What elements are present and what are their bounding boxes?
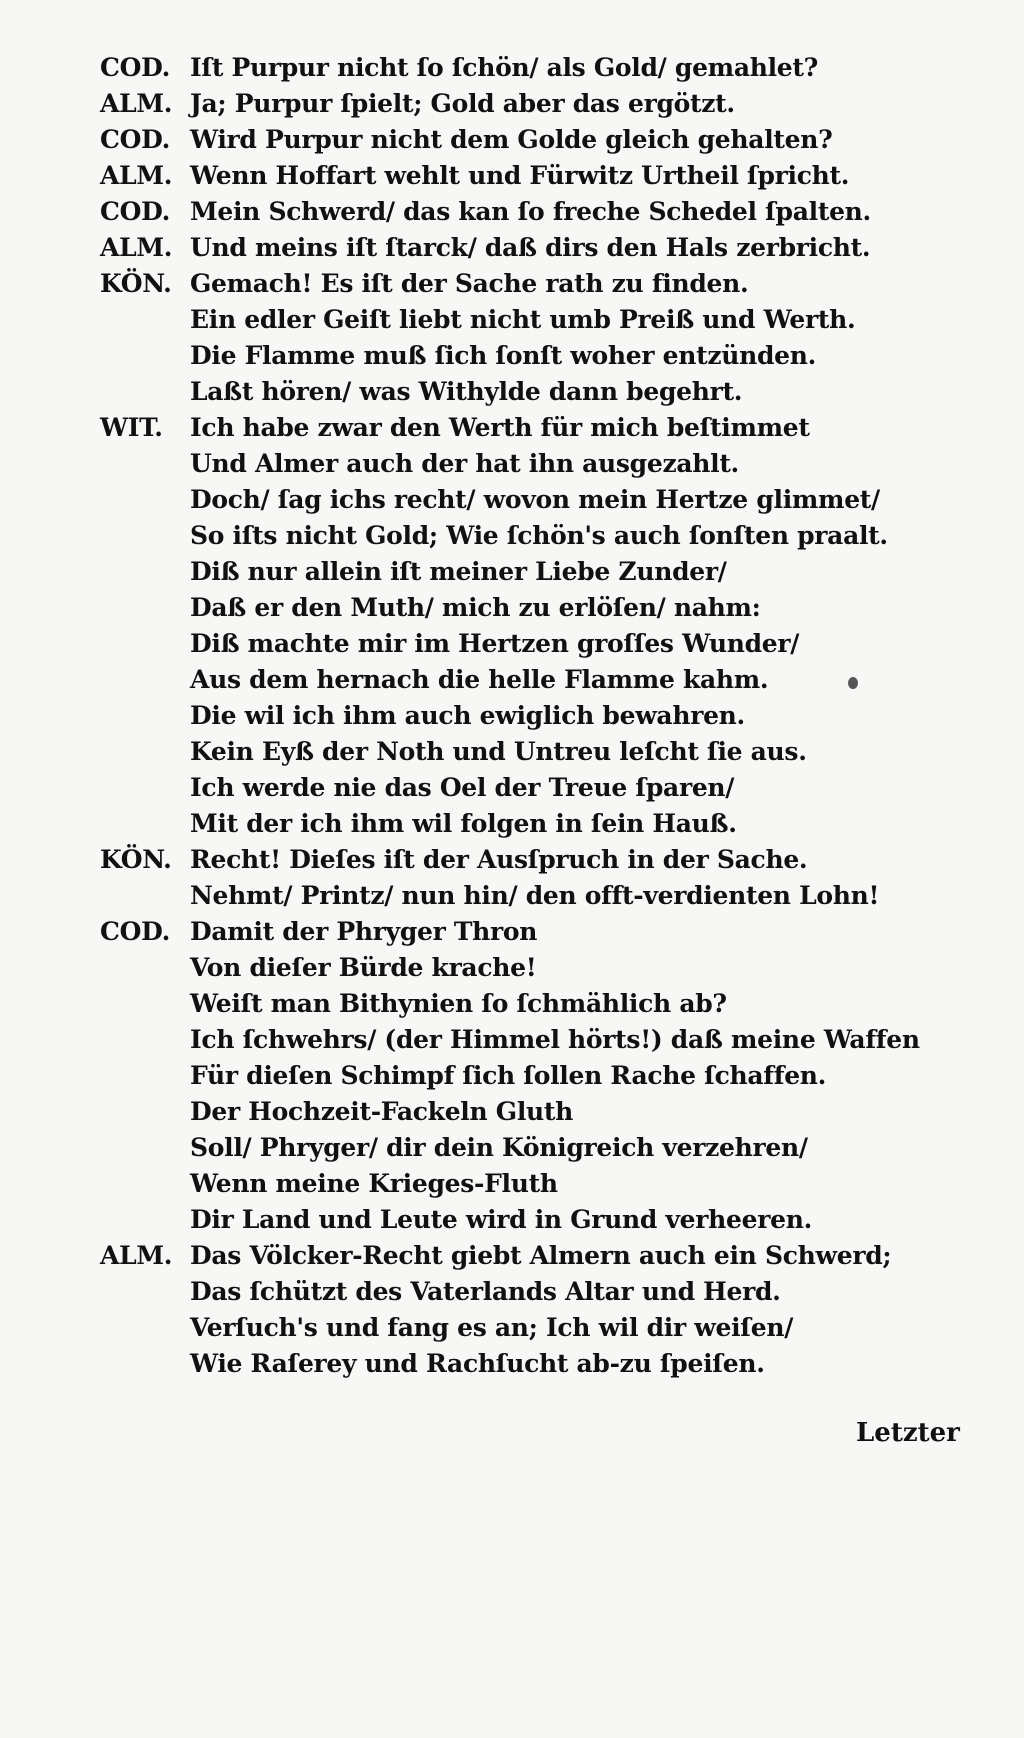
verse-line bbox=[100, 806, 980, 842]
verse-text: Das ſchützt des Vaterlands Altar und Herd. bbox=[190, 1277, 781, 1306]
verse-text: Aus dem hernach die helle Flamme kahm. bbox=[190, 665, 769, 694]
verse-line bbox=[100, 122, 980, 158]
verse-line bbox=[100, 590, 980, 626]
verse-line bbox=[100, 446, 980, 482]
verse-text: Ich ſchwehrs/ (der Himmel hörts!) daß meine Waffen bbox=[190, 1025, 920, 1054]
verse-line bbox=[100, 986, 980, 1022]
verse-text: Daß er den Muth/ mich zu erlöſen/ nahm: bbox=[190, 593, 761, 622]
verse-line bbox=[100, 194, 980, 230]
verse-line bbox=[100, 1022, 980, 1058]
verse-line bbox=[100, 1166, 980, 1202]
verse-line bbox=[100, 950, 980, 986]
verse-text: Gemach! Es iſt der Sache rath zu finden. bbox=[190, 269, 749, 298]
verse-text: Ja; Purpur ſpielt; Gold aber das ergötzt. bbox=[190, 89, 735, 118]
speaker-label: COD. bbox=[100, 125, 170, 154]
ink-speck bbox=[848, 677, 858, 689]
verse-line bbox=[100, 374, 980, 410]
speaker-label: KÖN. bbox=[100, 845, 172, 874]
verse-text: Das Völcker-Recht giebt Almern auch ein Schwerd; bbox=[190, 1241, 892, 1270]
verse-line bbox=[100, 302, 980, 338]
verse-text: Dir Land und Leute wird in Grund verheeren. bbox=[190, 1205, 813, 1234]
verse-text: Wenn Hoffart wehlt und Fürwitz Urtheil ſpricht. bbox=[190, 161, 850, 190]
verse-text: Ein edler Geiſt liebt nicht umb Preiß und Werth. bbox=[190, 305, 856, 334]
verse-line bbox=[100, 266, 980, 302]
verse-line bbox=[100, 158, 980, 194]
verse-text: Für dieſen Schimpf ſich ſollen Rache ſchaffen. bbox=[190, 1061, 827, 1090]
verse-line bbox=[100, 410, 980, 446]
speaker-label: COD. bbox=[100, 53, 170, 82]
verse-line bbox=[100, 626, 980, 662]
speaker-label: ALM. bbox=[100, 233, 173, 262]
verse-line bbox=[100, 554, 980, 590]
verse-line bbox=[100, 518, 980, 554]
verse-text: So iſts nicht Gold; Wie ſchön's auch ſonſten praalt. bbox=[190, 521, 888, 550]
catchword: Letzter bbox=[856, 1418, 960, 1448]
verse-text: Weiſt man Bithynien ſo ſchmählich ab? bbox=[190, 989, 727, 1018]
verse-line bbox=[100, 1058, 980, 1094]
verse-text: Und Almer auch der hat ihn ausgezahlt. bbox=[190, 449, 739, 478]
verse-text: Wenn meine Krieges-Fluth bbox=[190, 1169, 558, 1198]
verse-text: Soll/ Phryger/ dir dein Königreich verzehren/ bbox=[190, 1133, 808, 1162]
speaker-label: KÖN. bbox=[100, 269, 172, 298]
verse-line bbox=[100, 1202, 980, 1238]
verse-text: Verſuch's und fang es an; Ich wil dir weiſen/ bbox=[190, 1313, 794, 1342]
verse-text: Nehmt/ Printz/ nun hin/ den offt-verdienten Lohn! bbox=[190, 881, 880, 910]
verse-line bbox=[100, 1130, 980, 1166]
verse-text: Iſt Purpur nicht ſo ſchön/ als Gold/ gemahlet? bbox=[190, 53, 818, 82]
verse-text: Die wil ich ihm auch ewiglich bewahren. bbox=[190, 701, 745, 730]
verse-line bbox=[100, 230, 980, 266]
verse-text: Diß machte mir im Hertzen groſſes Wunder/ bbox=[190, 629, 800, 658]
verse-text: Ich habe zwar den Werth für mich beſtimmet bbox=[190, 413, 810, 442]
speaker-label: ALM. bbox=[100, 89, 173, 118]
verse-text: Von dieſer Bürde krache! bbox=[190, 953, 537, 982]
verse-line bbox=[100, 482, 980, 518]
verse-line bbox=[100, 1274, 980, 1310]
speaker-label: ALM. bbox=[100, 1241, 173, 1270]
speaker-label: COD. bbox=[100, 197, 170, 226]
verse-text: Und meins iſt ſtarck/ daß dirs den Hals zerbricht. bbox=[190, 233, 871, 262]
verse-text: Wird Purpur nicht dem Golde gleich gehalten? bbox=[190, 125, 833, 154]
verse-line bbox=[100, 914, 980, 950]
verse-text: Doch/ ſag ichs recht/ wovon mein Hertze glimmet/ bbox=[190, 485, 880, 514]
verse-line bbox=[100, 50, 980, 86]
verse-line bbox=[100, 842, 980, 878]
verse-line bbox=[100, 338, 980, 374]
speaker-label: ALM. bbox=[100, 161, 173, 190]
verse-line bbox=[100, 1310, 980, 1346]
play-dialogue bbox=[100, 50, 980, 1382]
verse-line bbox=[100, 770, 980, 806]
verse-text: Damit der Phryger Thron bbox=[190, 917, 538, 946]
verse-line bbox=[100, 1094, 980, 1130]
verse-text: Wie Raſerey und Rachſucht ab-zu ſpeiſen. bbox=[190, 1349, 765, 1378]
verse-text: Ich werde nie das Oel der Treue ſparen/ bbox=[190, 773, 735, 802]
speaker-label: COD. bbox=[100, 917, 170, 946]
verse-line bbox=[100, 698, 980, 734]
verse-line bbox=[100, 86, 980, 122]
verse-text: Recht! Dieſes iſt der Ausſpruch in der Sache. bbox=[190, 845, 808, 874]
verse-text: Laßt hören/ was Withylde dann begehrt. bbox=[190, 377, 743, 406]
verse-text: Mit der ich ihm wil folgen in ſein Hauß. bbox=[190, 809, 737, 838]
verse-line bbox=[100, 734, 980, 770]
verse-text: Mein Schwerd/ das kan ſo freche Schedel ſpalten. bbox=[190, 197, 871, 226]
verse-line bbox=[100, 1346, 980, 1382]
verse-line bbox=[100, 878, 980, 914]
verse-line bbox=[100, 1238, 980, 1274]
verse-text: Diß nur allein iſt meiner Liebe Zunder/ bbox=[190, 557, 727, 586]
verse-text: Der Hochzeit-Fackeln Gluth bbox=[190, 1097, 574, 1126]
speaker-label: WIT. bbox=[100, 413, 163, 442]
verse-text: Die Flamme muß ſich ſonſt woher entzünden. bbox=[190, 341, 817, 370]
verse-text: Kein Eyß der Noth und Untreu leſcht ſie aus. bbox=[190, 737, 807, 766]
